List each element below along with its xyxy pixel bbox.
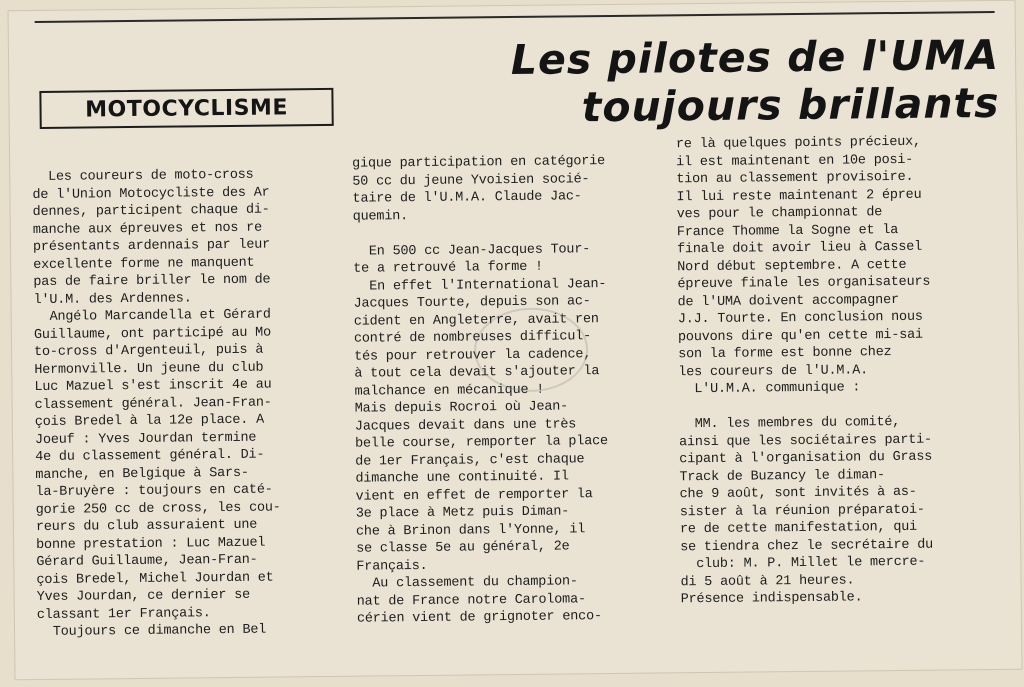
newspaper-clipping — [9, 1, 1022, 679]
section-label: MOTOCYCLISME — [39, 88, 333, 129]
headline-line-1: Les pilotes de l'UMA — [510, 30, 1000, 85]
headline-line-2: toujours brillants — [581, 78, 1000, 132]
article-column-2: gique participation en catégorie 50 cc du jeune Yvoisien socié- taire de l'U.M.A. Claude Jac- quemin. En 500 cc Jean-Jacques Tour- te a retrouvé la forme ! En effet l'International Jean- Jacques Tourte, depuis son ac- cident en Angleterre, avait ren contré de nombreuses difficul- tés pour retrouver la cadence, à tout cela devait s'ajouter la malchance en mécanique ! Mais depuis Rocroi où Jean- Jacques devait dans une très belle course, remporter la place de 1er Français, c'est chaque dimanche une continuité. Il vient en effet de remporter la 3e place à Metz puis Diman- che à Brinon dans l'Yonne, il se classe 5e au général, 2e Français. Au classement du champion- nat de France notre Caroloma- cérien vient de grignoter enco- — [352, 154, 608, 627]
article-column-1: Les coureurs de moto-cross de l'Union Motocycliste des Ar dennes, participent chaque di- manche aux épreuves et nos re présentants ardennais par leur excellente forme ne manquent pas de faire briller le nom de l'U.M. des Ardennes. Angélo Marcandella et Gérard Guillaume, ont participé au Mo to-cross d'Argenteuil, puis à Hermonville. Un jeune du club Luc Mazuel s'est inscrit 4e au classement général. Jean-Fran- çois Bredel à la 12e place. A Joeuf : Yves Jourdan termine 4e du classement général. Di- manche, en Belgique à Sars- la-Bruyère : toujours en caté- gorie 250 cc de cross, les cou- reurs du club assuraient une bonne prestation : Luc Mazuel Gérard Guillaume, Jean-Fran- çois Bredel, Michel Jourdan et Yves Jourdan, ce dernier se classant 1er Français. Toujours ce dimanche en Bel — [32, 167, 281, 641]
headline — [349, 31, 1000, 134]
article-column-3: re là quelques points précieux, il est maintenant en 10e posi- tion au classement provisoire. Il lui reste maintenant 2 épreu ves pour le championnat de France Thomme la Sogne et la finale doit avoir lieu à Cassel Nord début septembre. A cette épreuve finale les organisateurs de l'UMA doivent accompagner J.J. Tourte. En conclusion nous pouvons dire qu'en cette mi-sai son la forme est bonne chez les coureurs de l'U.M.A. L'U.M.A. communique : MM. les membres du comité, ainsi que les sociétaires parti- cipant à l'organisation du Grass Track de Buzancy le diman- che 9 août, sont invités à as- sister à la réunion préparatoi- re de cette manifestation, qui se tiendra chez le secrétaire du club: M. P. Millet le mercre- di 5 août à 21 heures. Présence indispensable. — [675, 134, 934, 608]
top-rule — [35, 11, 995, 23]
